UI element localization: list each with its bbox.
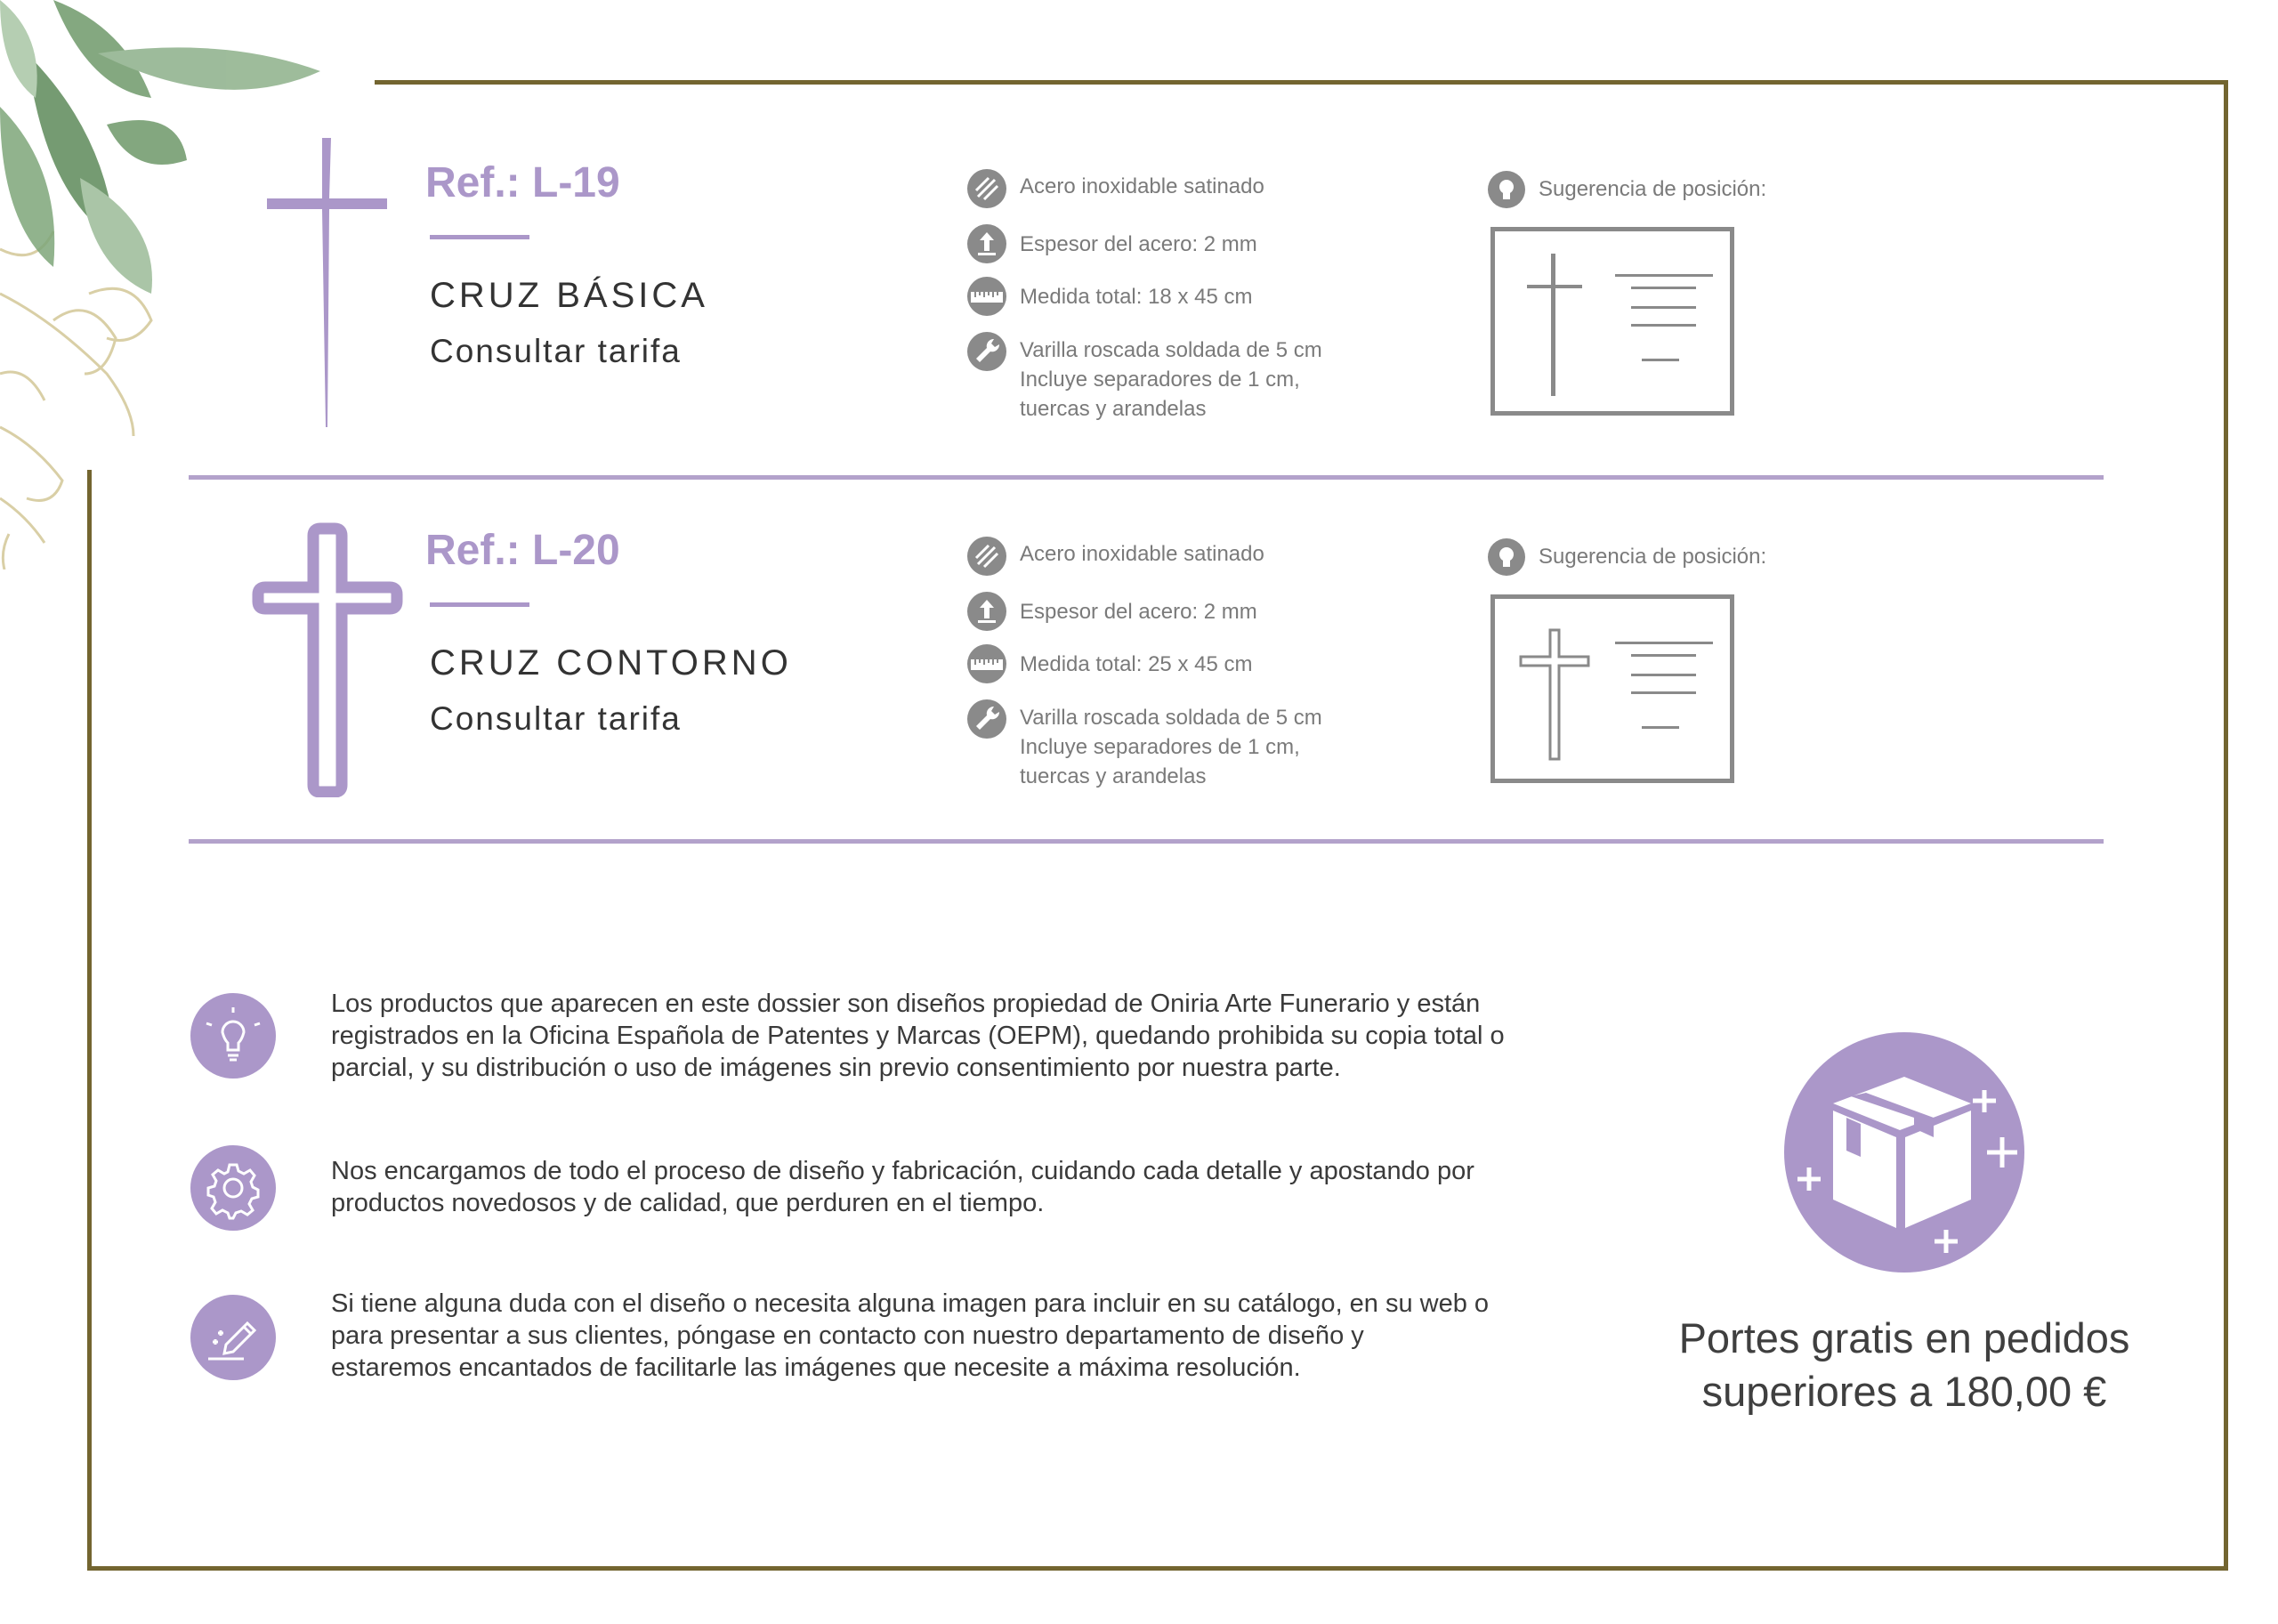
product-price: Consultar tarifa	[430, 333, 682, 369]
position-lightbulb-icon	[1488, 538, 1525, 576]
product-name: CRUZ BÁSICA	[430, 276, 708, 315]
frame-border-right	[2224, 80, 2228, 1571]
info-line: estaremos encantados de facilitarle las imágenes que necesite a máxima resolución.	[331, 1353, 1301, 1382]
spec-rod-line: tuercas y arandelas	[1020, 764, 1207, 788]
spec-size: Medida total: 25 x 45 cm	[1020, 652, 1253, 676]
position-label: Sugerencia de posición:	[1539, 177, 1767, 201]
spec-rod	[1020, 335, 1322, 424]
shipping-line: Portes gratis en pedidos	[1678, 1314, 2130, 1361]
satin-steel-icon	[967, 537, 1006, 576]
spec-size: Medida total: 18 x 45 cm	[1020, 285, 1253, 309]
spec-thickness: Espesor del acero: 2 mm	[1020, 232, 1257, 256]
free-shipping-text	[1655, 1312, 2153, 1418]
spec-rod-line: Varilla roscada soldada de 5 cm	[1020, 338, 1322, 362]
section-divider	[189, 475, 2104, 480]
ruler-icon	[967, 644, 1006, 683]
thickness-arrow-icon	[967, 224, 1006, 263]
spec-rod-line: Incluye separadores de 1 cm,	[1020, 368, 1300, 392]
product-ref: Ref.: L-19	[425, 159, 620, 206]
info-line: Los productos que aparecen en este dossier son diseños propiedad de Oniria Arte Funerario y están	[331, 990, 1481, 1018]
frame-border-top	[375, 80, 2228, 85]
product-price: Consultar tarifa	[430, 700, 682, 737]
position-diagram	[1490, 227, 1734, 416]
frame-border-left	[87, 470, 92, 1571]
pencil-icon	[190, 1295, 276, 1380]
wrench-icon	[967, 699, 1006, 739]
spec-thickness: Espesor del acero: 2 mm	[1020, 600, 1257, 624]
info-line: Nos encargamos de todo el proceso de diseño y fabricación, cuidando cada detalle y apostando por	[331, 1157, 1474, 1185]
frame-border-bottom	[87, 1566, 2228, 1571]
cross-basic-icon	[267, 138, 387, 427]
ref-underline	[430, 235, 529, 239]
info-paragraph-contact	[331, 1288, 1648, 1384]
thickness-arrow-icon	[967, 592, 1006, 631]
position-label: Sugerencia de posición:	[1539, 545, 1767, 569]
spec-material: Acero inoxidable satinado	[1020, 542, 1264, 566]
info-paragraph-ownership	[331, 988, 1648, 1084]
section-divider	[189, 839, 2104, 844]
spec-material: Acero inoxidable satinado	[1020, 174, 1264, 198]
info-line: para presentar a sus clientes, póngase en contacto con nuestro departamento de diseño y	[331, 1321, 1364, 1350]
lightbulb-icon	[190, 993, 276, 1079]
spec-rod-line: tuercas y arandelas	[1020, 397, 1207, 421]
spec-rod-line: Incluye separadores de 1 cm,	[1020, 735, 1300, 759]
spec-rod	[1020, 703, 1322, 791]
info-line: Si tiene alguna duda con el diseño o necesita alguna imagen para incluir en su catálogo, en su web o	[331, 1289, 1490, 1318]
cross-outline-icon	[251, 521, 404, 797]
position-diagram	[1490, 594, 1734, 783]
wrench-icon	[967, 332, 1006, 371]
shipping-line: superiores a 180,00 €	[1701, 1368, 2107, 1415]
ref-underline	[430, 602, 529, 607]
info-line: registrados en la Oficina Española de Patentes y Marcas (OEPM), quedando prohibida su copia total o	[331, 1022, 1505, 1050]
product-name: CRUZ CONTORNO	[430, 643, 792, 683]
position-lightbulb-icon	[1488, 171, 1525, 208]
position-diagram-drawing	[1495, 599, 1730, 779]
ruler-icon	[967, 277, 1006, 316]
package-icon	[1784, 1032, 2024, 1273]
gear-icon	[190, 1145, 276, 1231]
position-diagram-drawing	[1495, 231, 1730, 411]
spec-rod-line: Varilla roscada soldada de 5 cm	[1020, 706, 1322, 730]
info-line: parcial, y su distribución o uso de imágenes sin previo consentimiento por nuestra parte.	[331, 1054, 1341, 1082]
product-ref: Ref.: L-20	[425, 527, 620, 574]
satin-steel-icon	[967, 169, 1006, 208]
info-paragraph-manufacturing	[331, 1155, 1648, 1219]
info-line: productos novedosos y de calidad, que perduren en el tiempo.	[331, 1189, 1045, 1217]
